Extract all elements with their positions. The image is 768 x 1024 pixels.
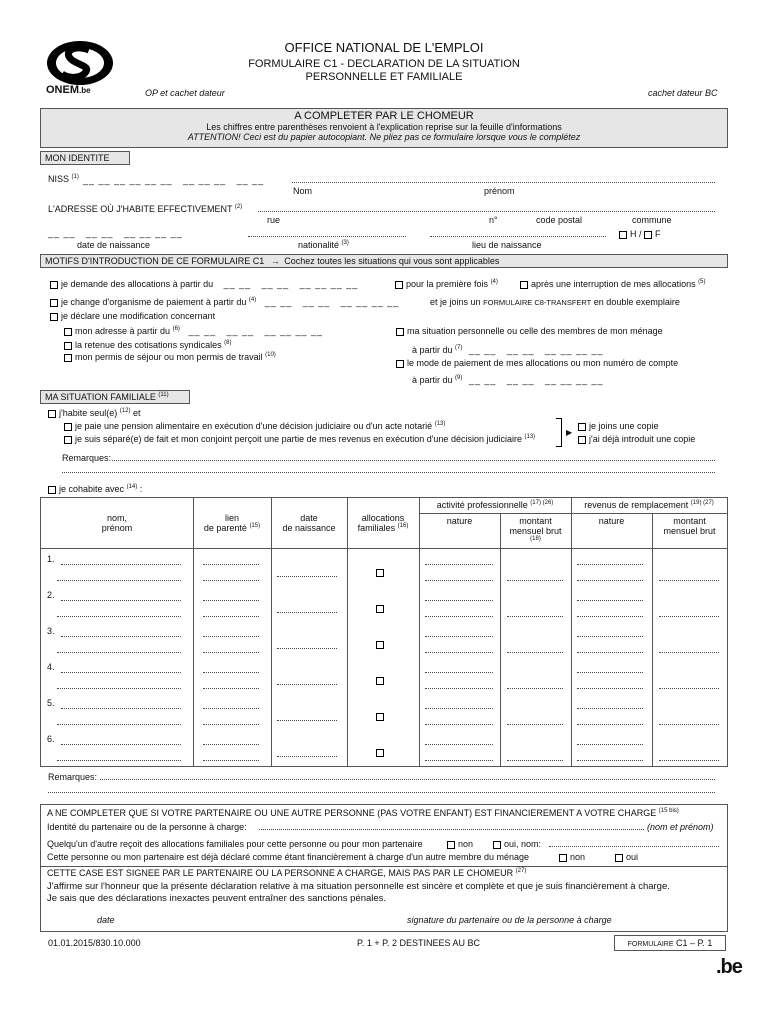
row-number: 6.: [47, 734, 55, 744]
c8-note: [430, 297, 680, 307]
col-link: lien: [224, 513, 239, 523]
row-link-input-2[interactable]: [203, 760, 259, 761]
row-repl-nature-input-2[interactable]: [577, 580, 643, 581]
motif-allocations-label: je demande des allocations à partir du: [61, 279, 214, 289]
row-number: 5.: [47, 698, 55, 708]
row-link-input-2[interactable]: [203, 688, 259, 689]
cohabit[interactable]: [48, 484, 142, 494]
q1-non[interactable]: [447, 839, 473, 849]
row-date-input[interactable]: [277, 684, 337, 685]
col-name: nom,: [106, 513, 127, 523]
payment-from: à partir du: [412, 375, 453, 385]
row-prof-nature-input[interactable]: [425, 600, 493, 601]
interruption-ref: (5): [698, 279, 706, 285]
col-alloc: allocations: [361, 513, 405, 523]
footer-form-label: FORMULAIRE: [627, 941, 674, 948]
row-number: 3.: [47, 626, 55, 636]
sex-h-checkbox[interactable]: [619, 231, 627, 239]
nationality-label: nationalité: [298, 240, 340, 250]
alimony-checkbox[interactable]: [64, 423, 72, 431]
table-row: [41, 732, 727, 768]
q1-oui-label: oui, nom:: [504, 839, 542, 849]
niss-ref: (1): [71, 174, 79, 180]
sex-f-checkbox[interactable]: [644, 231, 652, 239]
col-repl-nature: nature: [598, 516, 625, 526]
bracket-arrow: ▶: [566, 428, 573, 437]
row-repl-amount-input[interactable]: [659, 616, 719, 617]
personal-from: à partir du: [412, 345, 453, 355]
signature-date-label: date: [97, 915, 115, 925]
q1-oui-checkbox[interactable]: [493, 841, 501, 849]
sex-choice[interactable]: [619, 229, 661, 239]
row-link-input[interactable]: [203, 744, 259, 745]
q2-oui[interactable]: [615, 852, 638, 862]
row-prof-nature-input[interactable]: [425, 708, 493, 709]
partner-q1: Quelqu'un d'autre reçoit des allocations familiales pour cette personne ou pour mon partenaire: [47, 839, 423, 849]
interruption-label: après une interruption de mes allocations: [531, 279, 696, 289]
c8-prefix: et je joins un: [430, 297, 481, 307]
row-prof-amount-input[interactable]: [507, 580, 563, 581]
row-link-input[interactable]: [203, 600, 259, 601]
signature-text-2: Je sais que des déclarations inexactes peuvent entraîner des sanctions pénales.: [47, 893, 387, 904]
logo-suffix: .be: [79, 86, 91, 95]
payment-checkbox[interactable]: [396, 360, 404, 368]
row-prof-nature-input-2[interactable]: [425, 724, 493, 725]
row-prof-amount-input[interactable]: [507, 652, 563, 653]
footer-form-box: [614, 935, 726, 951]
row-link-input[interactable]: [203, 636, 259, 637]
row-prof-nature-input[interactable]: [425, 636, 493, 637]
signature-title-ref: (27): [515, 868, 527, 874]
row-repl-nature-input[interactable]: [577, 744, 643, 745]
union-label: la retenue des cotisations syndicales: [75, 340, 222, 350]
col-alloc-ref: (16): [397, 523, 409, 529]
payment-ref: (9): [455, 375, 463, 381]
row-number: 1.: [47, 554, 55, 564]
personal-checkbox[interactable]: [396, 328, 404, 336]
grp-repl-ref: (19) (27): [690, 500, 714, 506]
row-repl-amount-input[interactable]: [659, 724, 719, 725]
nationality-ref: (3): [341, 240, 349, 246]
remarks-label: Remarques:: [48, 772, 98, 782]
section-family: [40, 390, 190, 404]
row-repl-amount-input[interactable]: [659, 580, 719, 581]
motif-personal[interactable]: [396, 326, 663, 336]
footer-form-name: C1 – P. 1: [676, 938, 713, 948]
row-link-input[interactable]: [203, 564, 259, 565]
family-ref: (11): [158, 392, 169, 398]
copy-already-label: j'ai déjà introduit une copie: [589, 434, 696, 444]
motif-interruption[interactable]: [520, 279, 705, 289]
birthplace-input[interactable]: [430, 236, 606, 237]
row-prof-amount-input[interactable]: [507, 616, 563, 617]
row-repl-nature-input[interactable]: [577, 600, 643, 601]
row-prof-nature-input-2[interactable]: [425, 760, 493, 761]
motif-change-org[interactable]: je change d'organisme de paiement à partir du $^{(4)}$ __ __ __ __ __ __ __ __: [50, 297, 399, 307]
row-prof-amount-input[interactable]: [507, 688, 563, 689]
table-row: [41, 660, 727, 696]
row-link-input[interactable]: [203, 708, 259, 709]
rue-label: rue: [267, 215, 281, 225]
row-alloc-checkbox[interactable]: [376, 569, 384, 577]
address-label: L'ADRESSE OÙ J'HABITE EFFECTIVEMENT: [48, 204, 233, 214]
row-prof-nature-input[interactable]: [425, 744, 493, 745]
row-alloc-checkbox[interactable]: [376, 713, 384, 721]
modification-checkbox[interactable]: [50, 313, 58, 321]
family-title: MA SITUATION FAMILIALE: [45, 392, 156, 402]
partner-title: A NE COMPLETER QUE SI VOTRE PARTENAIRE OU UNE AUTRE PERSONNE (PAS VOTRE ENFANT) EST FINANCIEREMENT A VOTRE CHARGE: [47, 808, 657, 818]
remarks-input-2[interactable]: [48, 792, 715, 793]
bc-stamp-label: cachet dateur BC: [648, 88, 718, 98]
section-identity: MON IDENTITE: [40, 151, 130, 165]
copy-join[interactable]: [578, 421, 659, 431]
q2-non-label: non: [570, 852, 586, 862]
modification-label: je déclare une modification concernant: [61, 311, 216, 321]
separated-ref: (13): [524, 434, 536, 440]
prenom-label: prénom: [484, 186, 515, 196]
row-date-input[interactable]: [277, 612, 337, 613]
row-repl-nature-input-2[interactable]: [577, 616, 643, 617]
col-repl-montant: montant: [673, 516, 706, 526]
q2-oui-checkbox[interactable]: [615, 854, 623, 862]
row-repl-nature-input[interactable]: [577, 672, 643, 673]
motif-modification[interactable]: [50, 311, 215, 321]
row-date-input[interactable]: [277, 576, 337, 577]
q1-name-input[interactable]: [549, 846, 719, 847]
row-alloc-checkbox[interactable]: [376, 605, 384, 613]
dob-label: date de naissance: [77, 240, 151, 250]
address-input[interactable]: [258, 211, 715, 212]
partner-box: [40, 804, 728, 932]
change-org-checkbox[interactable]: [50, 299, 58, 307]
form-title-2: PERSONNELLE ET FAMILIALE: [305, 71, 463, 83]
section-motifs: [40, 254, 728, 268]
row-link-input-2[interactable]: [203, 652, 259, 653]
alimony-label: je paie une pension alimentaire en exécution d'une décision judiciaire ou d'un acte notarié: [75, 421, 433, 431]
row-name-input[interactable]: [61, 600, 181, 601]
cohabit-label: je cohabite avec: [59, 484, 125, 494]
col-date: date: [300, 513, 318, 523]
copy-join-checkbox[interactable]: [578, 423, 586, 431]
permit-label: mon permis de séjour ou mon permis de travail: [75, 352, 263, 362]
cohabit-checkbox[interactable]: [48, 486, 56, 494]
intro-line1: Les chiffres entre parenthèses renvoient à l'explication reprise sur la feuille d'informations: [206, 122, 562, 132]
alimony-ref: (13): [434, 421, 446, 427]
alone-et: et: [132, 408, 141, 418]
nationality-row: [298, 240, 349, 250]
row-firstname-input[interactable]: [57, 616, 181, 617]
row-prof-nature-input[interactable]: [425, 564, 493, 565]
row-repl-nature-input-2[interactable]: [577, 760, 643, 761]
row-link-input-2[interactable]: [203, 580, 259, 581]
lives-alone[interactable]: [48, 408, 140, 418]
table-row: [41, 696, 727, 732]
row-prof-nature-input-2[interactable]: [425, 580, 493, 581]
c8-suffix: en double exemplaire: [593, 297, 680, 307]
op-stamp-label: OP et cachet dateur: [145, 88, 225, 98]
col-repl-mensuel: mensuel brut: [663, 526, 716, 536]
col-link-2: de parenté: [203, 523, 247, 533]
cohabit-colon: :: [139, 484, 143, 494]
intro-title: A COMPLETER PAR LE CHOMEUR: [294, 110, 474, 122]
row-prof-nature-input[interactable]: [425, 672, 493, 673]
separated[interactable]: [64, 434, 535, 444]
dob-input[interactable]: __ __ __ __ __ __ __ __: [48, 228, 183, 238]
motif-allocations-checkbox[interactable]: [50, 281, 58, 289]
motif-first-time[interactable]: [395, 279, 498, 289]
col-name-2: prénom: [101, 523, 133, 533]
q1-non-label: non: [458, 839, 474, 849]
niss-label: NISS: [48, 174, 70, 184]
union-checkbox[interactable]: [64, 342, 72, 350]
nationality-input[interactable]: [248, 236, 406, 237]
row-number: 2.: [47, 590, 55, 600]
copy-already-checkbox[interactable]: [578, 436, 586, 444]
table-row: [41, 588, 727, 624]
row-firstname-input[interactable]: [57, 580, 181, 581]
org-title: OFFICE NATIONAL DE L'EMPLOI: [284, 40, 484, 55]
family-remarks-input-2[interactable]: [62, 472, 715, 473]
row-date-input[interactable]: [277, 648, 337, 649]
q1-oui[interactable]: [493, 839, 541, 849]
col-prof-montant: montant: [519, 516, 552, 526]
be-logo: .be: [716, 956, 742, 978]
alone-checkbox[interactable]: [48, 410, 56, 418]
nom-label: Nom: [293, 186, 313, 196]
personal-label: ma situation personnelle ou celle des membres de mon ménage: [407, 326, 663, 336]
row-link-input-2[interactable]: [203, 616, 259, 617]
sex-h-label: H /: [630, 229, 645, 239]
address-change-ref: (6): [172, 326, 180, 332]
row-prof-nature-input-2[interactable]: [425, 688, 493, 689]
change-org-ref: (4): [248, 297, 257, 303]
grp-repl: revenus de remplacement: [584, 500, 689, 510]
partner-identity-input[interactable]: [259, 829, 644, 830]
separated-label: je suis séparé(e) de fait et mon conjoint perçoit une partie de mes revenus en exécution d'une décision judiciaire: [75, 434, 522, 444]
permit-checkbox[interactable]: [64, 354, 72, 362]
col-prof-ref: (18): [530, 536, 541, 542]
name-input[interactable]: [292, 182, 715, 183]
first-time-ref: (4): [490, 279, 498, 285]
row-repl-amount-input[interactable]: [659, 652, 719, 653]
table-row: [41, 552, 727, 588]
motif-permit[interactable]: [64, 352, 276, 362]
sex-f-label: F: [655, 229, 661, 239]
row-repl-nature-input-2[interactable]: [577, 724, 643, 725]
payment-label: le mode de paiement de mes allocations ou mon numéro de compte: [407, 358, 679, 368]
q2-oui-label: oui: [626, 852, 639, 862]
change-org-label: je change d'organisme de paiement à partir du: [61, 297, 247, 307]
row-repl-nature-input-2[interactable]: [577, 688, 643, 689]
alone-ref: (12): [119, 408, 131, 414]
remarks-input[interactable]: [100, 779, 715, 780]
family-remarks-input[interactable]: [112, 460, 715, 461]
niss-row: [48, 174, 79, 184]
row-link-input[interactable]: [203, 672, 259, 673]
row-number: 4.: [47, 662, 55, 672]
payment-date[interactable]: à partir du $^{(9)}$ __ __ __ __ __ __ __ __: [412, 375, 604, 385]
address-change-label: mon adresse à partir du: [75, 326, 171, 336]
row-firstname-input[interactable]: [57, 724, 181, 725]
footer-code: 01.01.2015/830.10.000: [48, 938, 141, 948]
signature-text-1: J'affirme sur l'honneur que la présente déclaration relative à ma situation personnelle est sincère et complète et que je suis financièrement à charge.: [47, 881, 670, 892]
col-prof-nature: nature: [446, 516, 473, 526]
row-prof-nature-input-2[interactable]: [425, 652, 493, 653]
household-table: [40, 497, 728, 767]
row-repl-amount-input[interactable]: [659, 760, 719, 761]
row-repl-nature-input-2[interactable]: [577, 652, 643, 653]
birthplace-label: lieu de naissance: [472, 240, 542, 250]
row-name-input[interactable]: [61, 672, 181, 673]
logo-text: ONEM: [46, 84, 79, 96]
union-ref: (8): [224, 340, 232, 346]
form-title-1: FORMULAIRE C1 - DECLARATION DE LA SITUATION: [248, 58, 520, 70]
copy-join-label: je joins une copie: [589, 421, 659, 431]
signature-sign-label: signature du partenaire ou de la personne à charge: [407, 915, 612, 925]
c8-form: FORMULAIRE C8-TRANSFERT: [483, 298, 592, 307]
row-link-input-2[interactable]: [203, 724, 259, 725]
personal-date[interactable]: à partir du $^{(7)}$ __ __ __ __ __ __ __ __: [412, 345, 604, 355]
motifs-title: MOTIFS D'INTRODUCTION DE CE FORMULAIRE C1: [45, 256, 265, 266]
motifs-hint: Cochez toutes les situations qui vous sont applicables: [284, 256, 500, 266]
row-repl-nature-input[interactable]: [577, 708, 643, 709]
row-prof-amount-input[interactable]: [507, 760, 563, 761]
permit-ref: (10): [265, 352, 276, 358]
partner-title-ref: (15 bis): [658, 808, 679, 814]
motifs-arrow: →: [270, 256, 280, 266]
numero-label: n°: [489, 215, 498, 225]
row-repl-nature-input[interactable]: [577, 636, 643, 637]
row-firstname-input[interactable]: [57, 688, 181, 689]
partner-q2: Cette personne ou mon partenaire est déjà déclaré comme étant financièrement à charge d'un autre membre du ménage: [47, 852, 530, 862]
row-alloc-checkbox[interactable]: [376, 749, 384, 757]
alone-label: j'habite seul(e): [59, 408, 118, 418]
grp-prof: activité professionnelle: [436, 500, 528, 510]
partner-identity-label: Identité du partenaire ou de la personne à charge:: [47, 822, 247, 832]
intro-line2: ATTENTION! Ceci est du papier autocopiant. Ne pliez pas ce formulaire lorsque vous le complétez: [187, 132, 581, 142]
row-date-input[interactable]: [277, 756, 337, 757]
col-prof-mensuel: mensuel brut: [509, 526, 562, 536]
row-name-input[interactable]: [61, 636, 181, 637]
motif-payment[interactable]: [396, 358, 678, 368]
copy-already[interactable]: [578, 434, 695, 444]
intro-box: [40, 108, 728, 148]
row-date-input[interactable]: [277, 720, 337, 721]
cohabit-ref: (14): [126, 484, 138, 490]
motif-address[interactable]: mon adresse à partir du $^{(6)}$ __ __ __ __ __ __ __ __: [64, 326, 323, 336]
grp-prof-ref: (17) (26): [530, 500, 554, 506]
q2-non-checkbox[interactable]: [559, 854, 567, 862]
bracket: [556, 418, 562, 447]
first-time-label: pour la première fois: [406, 279, 489, 289]
col-date-2: de naissance: [282, 523, 336, 533]
row-repl-nature-input[interactable]: [577, 564, 643, 565]
partner-identity-hint: (nom et prénom): [647, 822, 714, 832]
motif-allocations[interactable]: je demande des allocations à partir du __ __ __ __ __ __ __ __: [50, 279, 358, 289]
col-alloc-2: familiales: [357, 523, 396, 533]
personal-ref: (7): [455, 345, 463, 351]
row-name-input[interactable]: [61, 708, 181, 709]
first-time-checkbox[interactable]: [395, 281, 403, 289]
table-row: [41, 624, 727, 660]
address-change-checkbox[interactable]: [64, 328, 72, 336]
q2-non[interactable]: [559, 852, 585, 862]
address-ref: (2): [234, 204, 243, 210]
row-repl-amount-input[interactable]: [659, 688, 719, 689]
row-prof-nature-input-2[interactable]: [425, 616, 493, 617]
row-alloc-checkbox[interactable]: [376, 677, 384, 685]
row-alloc-checkbox[interactable]: [376, 641, 384, 649]
signature-title: CETTE CASE EST SIGNEE PAR LE PARTENAIRE OU LA PERSONNE A CHARGE, MAIS PAS PAR LE CHOMEUR: [47, 868, 514, 878]
family-remarks-label: Remarques:: [62, 453, 112, 463]
interruption-checkbox[interactable]: [520, 281, 528, 289]
row-name-input[interactable]: [61, 744, 181, 745]
footer-pages: P. 1 + P. 2 DESTINEES AU BC: [357, 938, 480, 948]
address-row: [48, 204, 242, 214]
alimony[interactable]: [64, 421, 445, 431]
commune-label: commune: [632, 215, 672, 225]
separated-checkbox[interactable]: [64, 436, 72, 444]
row-firstname-input[interactable]: [57, 760, 181, 761]
motif-union[interactable]: [64, 340, 231, 350]
row-name-input[interactable]: [61, 564, 181, 565]
row-prof-amount-input[interactable]: [507, 724, 563, 725]
row-firstname-input[interactable]: [57, 652, 181, 653]
q1-non-checkbox[interactable]: [447, 841, 455, 849]
niss-input[interactable]: __ __ __ __ __ __ __ __ __ __ __: [83, 175, 265, 185]
postal-label: code postal: [536, 215, 583, 225]
col-link-ref: (15): [249, 523, 261, 529]
